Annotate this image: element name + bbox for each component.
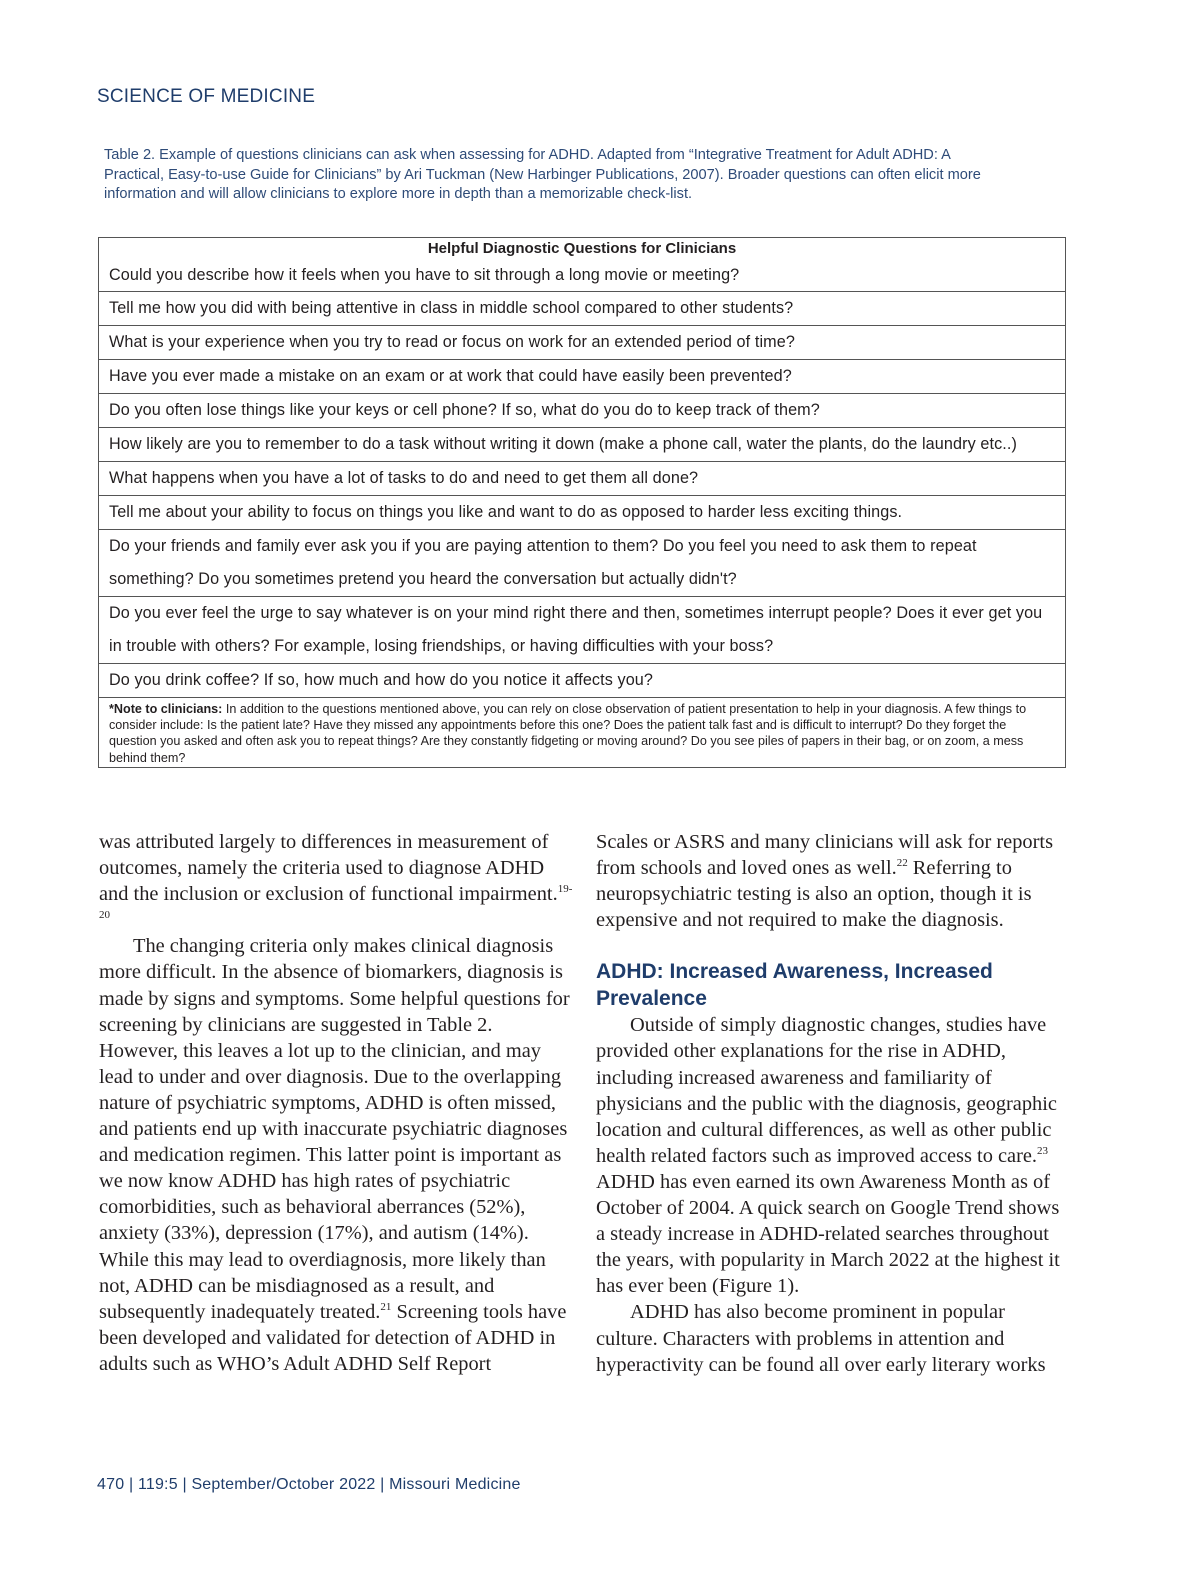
paragraph: ADHD has also become prominent in popular culture. Characters with problems in attention and hyperactivity can be found all over early literary works bbox=[596, 1301, 1046, 1376]
page-footer: 470 | 119:5 | September/October 2022 | Missouri Medicine bbox=[97, 1476, 521, 1493]
table-caption: Table 2. Example of questions clinicians can ask when assessing for ADHD. Adapted from “Integrative Treatment for Adult ADHD: A Practical, Easy-to-use Guide for Clinicians” by Ari Tuckman (New Harbinger Publications, 2007). Broader questions can often elicit more information and will allow clinicians to explore more in depth than a memorizable check-list. bbox=[104, 147, 981, 202]
table-row: Do you ever feel the urge to say whatever is on your mind right there and then, sometimes interrupt people? Does it ever get you in trouble with others? For example, losing friendships, or having difficulties with your boss? bbox=[99, 597, 1066, 664]
paragraph: Outside of simply diagnostic changes, studies have provided other explanations for the rise in ADHD, including increased awareness and familiarity of physicians and the public with the diagnosis, geographic location and cultural differences, as well as other public health related factors such as improved access to care.$^{23}$ ADHD has even earned its own Awareness Month as of October of 2004. A quick search on Google Trend shows a steady increase in ADHD-related searches throughout the years, with popularity in March 2022 at the highest it has ever been (Figure 1). bbox=[596, 1014, 1060, 1298]
paragraph: was attributed largely to differences in measurement of outcomes, namely the criteria used to diagnose ADHD and the inclusion or exclusion of functional impairment.$^{19-20}$ bbox=[99, 831, 573, 922]
paragraph: Scales or ASRS and many clinicians will ask for reports from schools and loved ones as well.$^{22}$ Referring to neuropsychiatric testing is also an option, though it is expensive and not required to make the diagnosis. bbox=[596, 831, 1054, 932]
table-row: Do you often lose things like your keys or cell phone? If so, what do you do to keep track of them? bbox=[99, 394, 1066, 428]
paragraph: The changing criteria only makes clinical diagnosis more difficult. In the absence of biomarkers, diagnosis is made by signs and symptoms. Some helpful questions for screening by clinicians are suggested in Table 2. However, this leaves a lot up to the clinician, and may lead to under and over diagnosis. Due to the overlapping nature of psychiatric symptoms, ADHD is often missed, and patients end up with inaccurate psychiatric diagnoses and medication regimen. This latter point is important as we now know ADHD has high rates of psychiatric comorbidities, such as behavioral aberrances (52%), anxiety (33%), depression (17%), and autism (14%). While this may lead to overdiagnosis, more likely than not, ADHD can be misdiagnosed as a result, and subsequently inadequately treated.$^{21}$ Screening tools have been developed and validated for detection of ADHD in adults such as WHO’s Adult ADHD Self Report bbox=[99, 935, 570, 1375]
diagnostic-questions-table bbox=[98, 237, 1066, 768]
section-heading: ADHD: Increased Awareness, Increased Prevalence bbox=[596, 960, 993, 1010]
table-row: Do your friends and family ever ask you if you are paying attention to them? Do you feel you need to ask them to repeat something? Do you sometimes pretend you heard the conversation but actually didn't? bbox=[99, 530, 1066, 597]
table-row: Tell me about your ability to focus on things you like and want to do as opposed to harder less exciting things. bbox=[99, 496, 1066, 530]
section-header: SCIENCE OF MEDICINE bbox=[97, 86, 316, 107]
note-text: In addition to the questions mentioned above, you can rely on close observation of patient presentation to help in your diagnosis. A few things to consider include: Is the patient late? Have they missed any appointments before this one? Does the patient talk fast and is difficult to interrupt? Do they forget the question you asked and often ask you to repeat things? Are they constantly fidgeting or moving around? Do you see piles of papers in their bag, or on zoom, a mess behind them? bbox=[109, 702, 1027, 765]
table-heading: Helpful Diagnostic Questions for Clinicians bbox=[99, 238, 1066, 260]
citation: 23 bbox=[1037, 1144, 1049, 1157]
table-row: Could you describe how it feels when you have to sit through a long movie or meeting? bbox=[99, 259, 1066, 292]
citation: 21 bbox=[380, 1300, 392, 1313]
table-row: Tell me how you did with being attentive in class in middle school compared to other students? bbox=[99, 292, 1066, 326]
table-row: Do you drink coffee? If so, how much and how do you notice it affects you? bbox=[99, 664, 1066, 698]
table-row: How likely are you to remember to do a task without writing it down (make a phone call, water the plants, do the laundry etc..) bbox=[99, 428, 1066, 462]
left-column bbox=[99, 829, 574, 1377]
citation: 22 bbox=[896, 857, 908, 870]
table-row: What is your experience when you try to read or focus on work for an extended period of time? bbox=[99, 326, 1066, 360]
right-column bbox=[596, 829, 1071, 1378]
note-label: *Note to clinicians: bbox=[109, 702, 223, 716]
table-row: What happens when you have a lot of tasks to do and need to get them all done? bbox=[99, 462, 1066, 496]
citation: 19-20 bbox=[99, 883, 573, 922]
table-row: Have you ever made a mistake on an exam or at work that could have easily been prevented? bbox=[99, 360, 1066, 394]
clinician-note bbox=[99, 698, 1066, 768]
